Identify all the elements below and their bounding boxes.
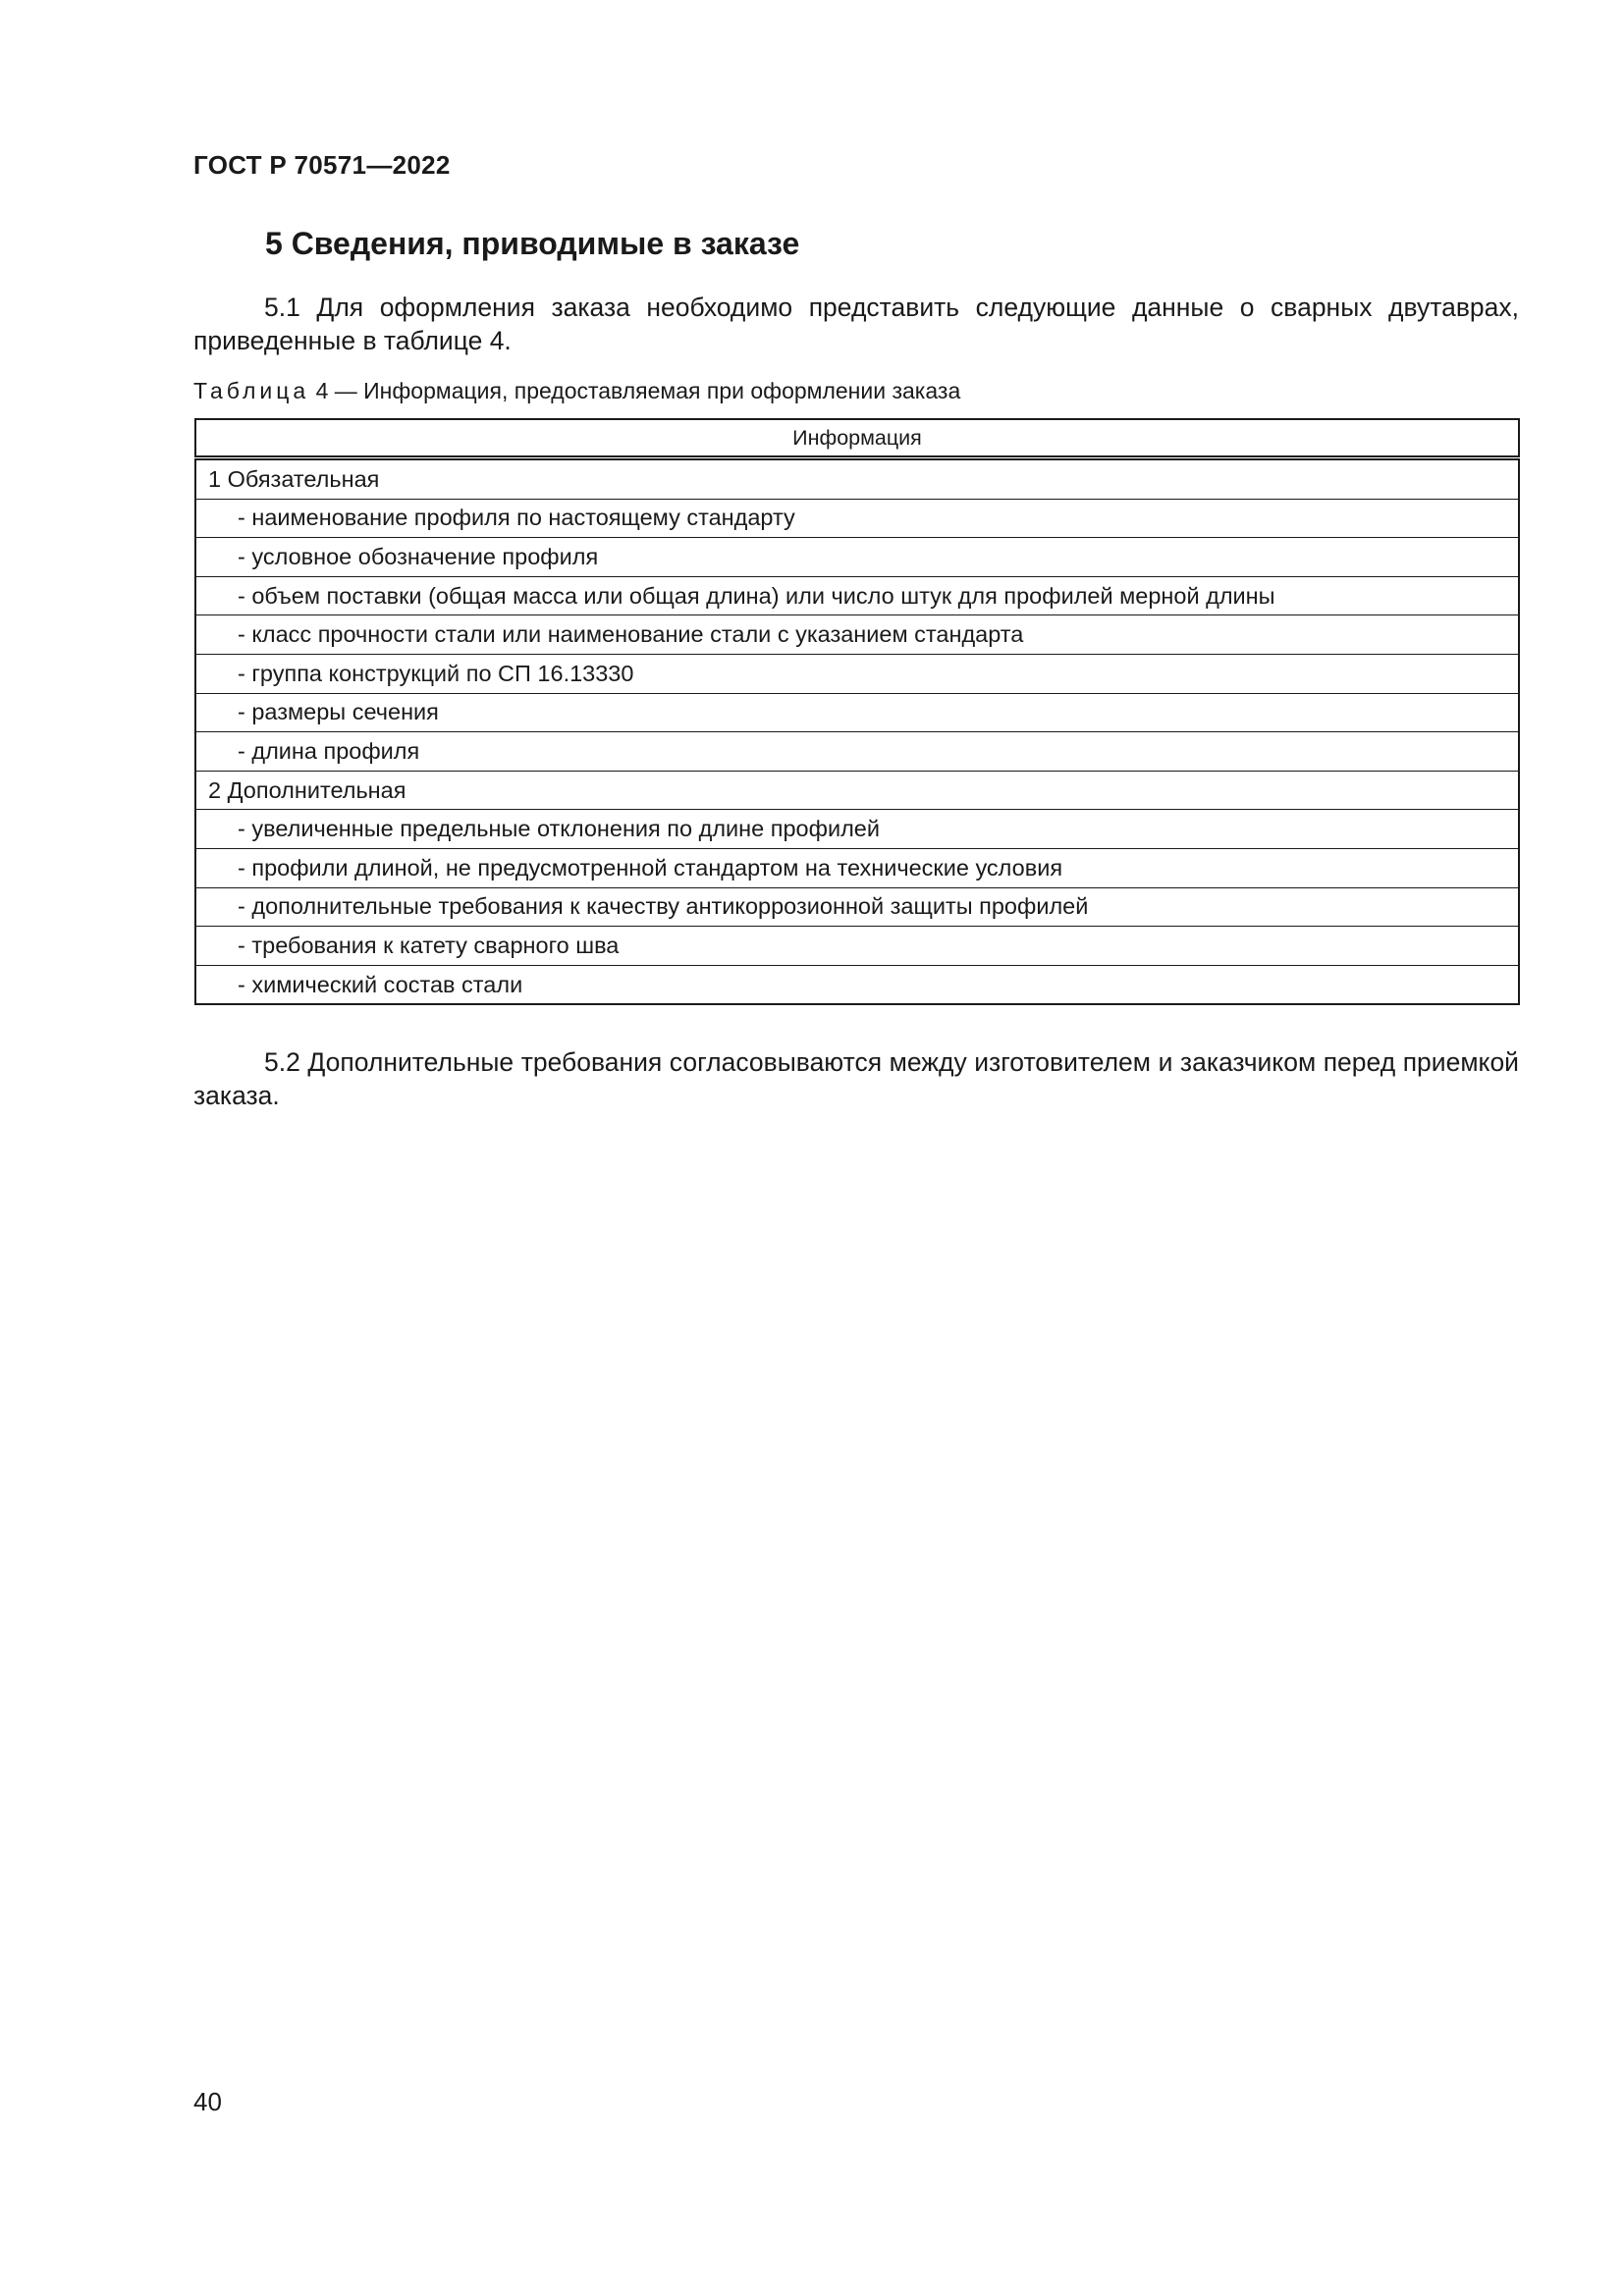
information-table	[194, 418, 1520, 1005]
table-cell: - группа конструкций по СП 16.13330	[195, 654, 1519, 693]
table-cell: - профили длиной, не предусмотренной стандартом на технические условия	[195, 848, 1519, 887]
table-row	[195, 771, 1519, 810]
table-cell: - дополнительные требования к качеству антикоррозионной защиты профилей	[195, 887, 1519, 927]
table-cell: - условное обозначение профиля	[195, 538, 1519, 577]
table-row	[195, 965, 1519, 1004]
table-caption	[193, 378, 960, 404]
section-heading: 5 Сведения, приводимые в заказе	[265, 226, 800, 261]
table-row	[195, 654, 1519, 693]
table-row	[195, 887, 1519, 927]
table-cell: - увеличенные предельные отклонения по длине профилей	[195, 810, 1519, 849]
table-row	[195, 732, 1519, 772]
table-row	[195, 576, 1519, 615]
page-number: 40	[193, 2087, 222, 2116]
group-mandatory: 1 Обязательная	[195, 458, 1519, 500]
table-row	[195, 499, 1519, 538]
table-row	[195, 458, 1519, 500]
column-header-information: Информация	[195, 419, 1519, 458]
table-header-row	[195, 419, 1519, 458]
group-additional: 2 Дополнительная	[195, 771, 1519, 810]
document-code: ГОСТ Р 70571—2022	[193, 150, 451, 180]
table-row	[195, 693, 1519, 732]
table-cell: - требования к катету сварного шва	[195, 927, 1519, 966]
table-row	[195, 810, 1519, 849]
paragraph-5-2: 5.2 Дополнительные требования согласовываются между изготовителем и заказчиком перед приемкой заказа.	[193, 1047, 1519, 1110]
table-cell: - наименование профиля по настоящему стандарту	[195, 499, 1519, 538]
table-row	[195, 848, 1519, 887]
paragraph-5-1: 5.1 Для оформления заказа необходимо представить следующие данные о сварных двутаврах, приведенные в таблице 4.	[193, 293, 1519, 355]
table-cell: - размеры сечения	[195, 693, 1519, 732]
table-row	[195, 538, 1519, 577]
table-caption-text: 4 — Информация, предоставляемая при оформлении заказа	[315, 378, 961, 403]
table-cell: - класс прочности стали или наименование стали с указанием стандарта	[195, 615, 1519, 655]
table-cell: - объем поставки (общая масса или общая длина) или число штук для профилей мерной длины	[195, 576, 1519, 615]
table-caption-label: Таблица	[193, 378, 310, 403]
table-cell: - длина профиля	[195, 732, 1519, 772]
table-row	[195, 615, 1519, 655]
table-row	[195, 927, 1519, 966]
table-cell: - химический состав стали	[195, 965, 1519, 1004]
